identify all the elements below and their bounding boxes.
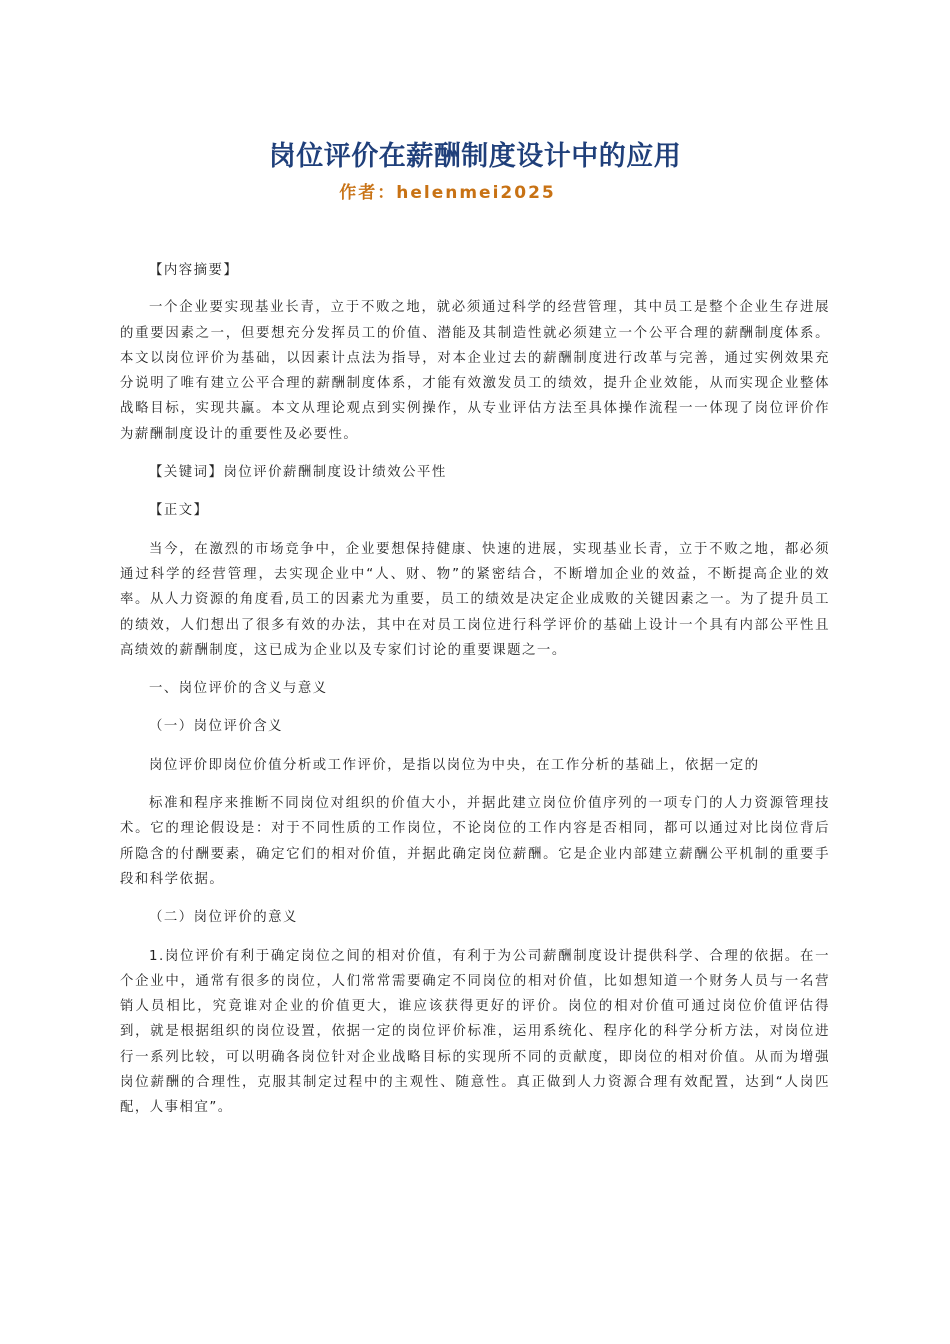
author-line: 作者：helenmei2025 [339, 183, 556, 203]
intro-paragraph: 当今，在激烈的市场竞争中，企业要想保持健康、快速的进展，实现基业长青，立于不败之地，都必须通过科学的经营管理，去实现企业中“人、财、物”的紧密结合，不断增加企业的效益，不断提高企业的效率。从人力资源的角度看,员工的因素尤为重要，员工的绩效是决定企业成败的关键因素之一。为了提升员工的绩效，人们想出了很多有效的办法，其中在对员工岗位进行科学评价的基础上设计一个具有内部公平性且高绩效的薪酬制度，这已成为企业以及专家们讨论的重要课题之一。 [120, 541, 830, 658]
body-label: 【正文】 [149, 503, 209, 519]
subsection-heading-1: （一）岗位评价含义 [149, 719, 284, 735]
page-title: 岗位评价在薪酬制度设计中的应用 [268, 141, 682, 172]
definition-paragraph-b: 标准和程序来推断不同岗位对组织的价值大小，并据此建立岗位价值序列的一项专门的人力资源管理技术。它的理论假设是：对于不同性质的工作岗位，不论岗位的工作内容是否相同，都可以通过对比岗位背后所隐含的付酬要素，确定它们的相对价值，并据此确定岗位薪酬。它是企业内部建立薪酬公平机制的重要手段和科学依据。 [120, 796, 830, 887]
abstract-paragraph: 一个企业要实现基业长青，立于不败之地，就必须通过科学的经营管理，其中员工是整个企业生存进展的重要因素之一，但要想充分发挥员工的价值、潜能及其制造性就必须建立一个公平合理的薪酬制度体系。本文以岗位评价为基础，以因素计点法为指导，对本企业过去的薪酬制度进行改革与完善，通过实例效果充分说明了唯有建立公平合理的薪酬制度体系，才能有效激发员工的绩效，提升企业效能，从而实现企业整体战略目标，实现共赢。本文从理论观点到实例操作，从专业评估方法至具体操作流程一一体现了岗位评价作为薪酬制度设计的重要性及必要性。 [120, 300, 830, 442]
significance-point-1: 1.岗位评价有利于确定岗位之间的相对价值，有利于为公司薪酬制度设计提供科学、合理的依据。在一个企业中，通常有很多的岗位，人们常常需要确定不同岗位的相对价值，比如想知道一个财务人员与一名营销人员相比，究竟谁对企业的价值更大，谁应该获得更好的评价。岗位的相对价值可通过岗位价值评估得到，就是根据组织的岗位设置，依据一定的岗位评价标准，运用系统化、程序化的科学分析方法，对岗位进行一系列比较，可以明确各岗位针对企业战略目标的实现所不同的贡献度，即岗位的相对价值。从而为增强岗位薪酬的合理性，克服其制定过程中的主观性、随意性。真正做到人力资源合理有效配置，达到“人岗匹配，人事相宜”。 [120, 948, 830, 1116]
section-heading-1: 一、岗位评价的含义与意义 [149, 681, 328, 697]
keywords-line: 【关键词】岗位评价薪酬制度设计绩效公平性 [149, 465, 447, 481]
subsection-heading-2: （二）岗位评价的意义 [149, 910, 298, 926]
abstract-label: 【内容摘要】 [149, 263, 239, 278]
definition-paragraph-a: 岗位评价即岗位价值分析或工作评价，是指以岗位为中央，在工作分析的基础上，依据一定的 [149, 757, 760, 773]
document-body [120, 258, 830, 1121]
